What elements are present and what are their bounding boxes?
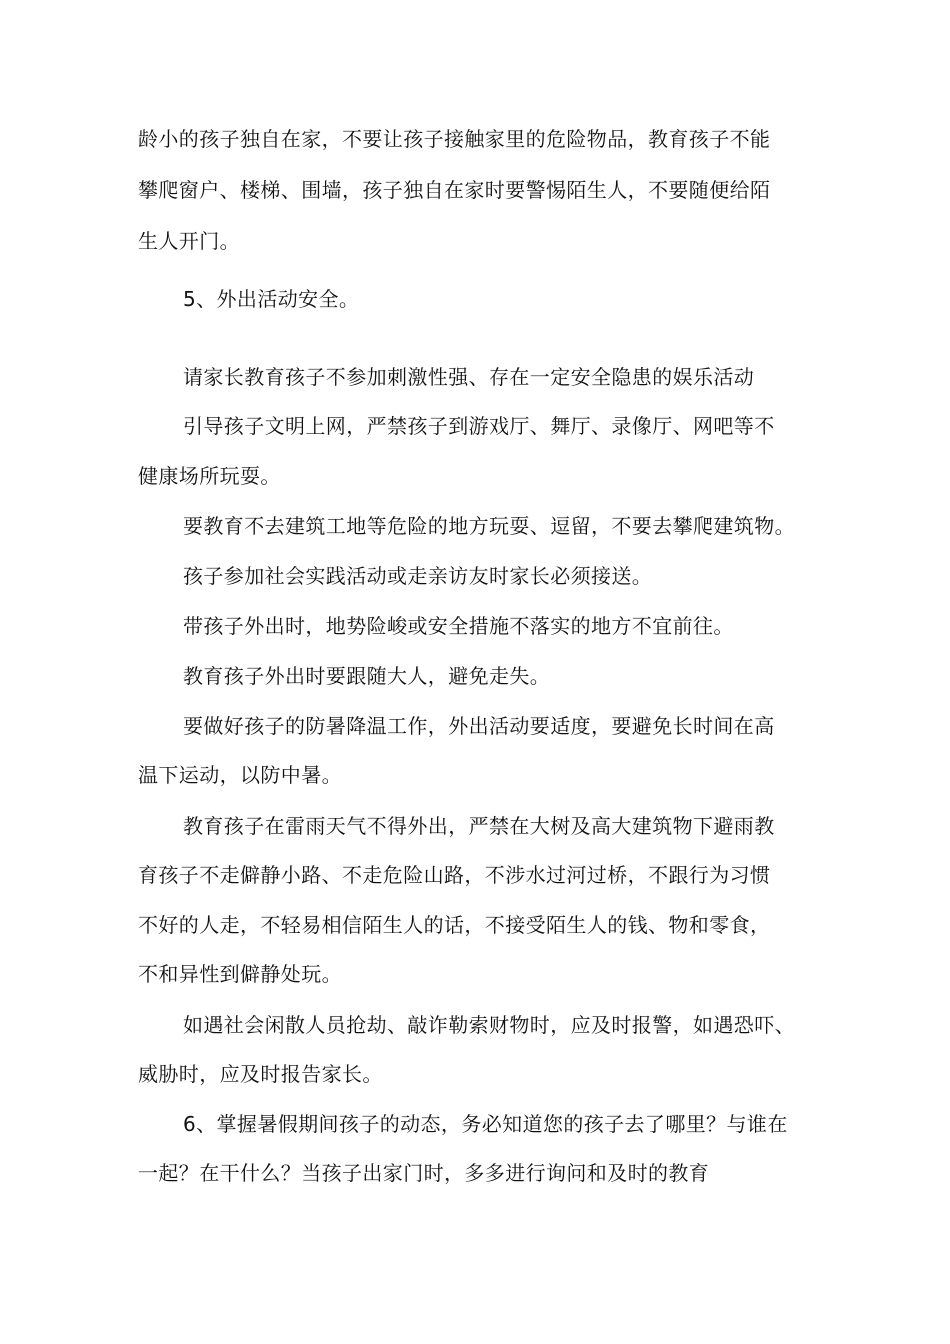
text-line: 要做好孩子的防暑降温工作，外出活动要适度，要避免长时间在高 [183, 714, 775, 738]
text-line: 健康场所玩耍。 [138, 464, 281, 488]
section-heading: 6、掌握暑假期间孩子的动态，务必知道您的孩子去了哪里？与谁在 [183, 1112, 788, 1136]
text-line: 攀爬窗户、楼梯、围墙，孩子独自在家时要警惕陌生人，不要随便给陌 [138, 178, 771, 202]
text-line: 不和异性到僻静处玩。 [138, 962, 342, 986]
text-line: 龄小的孩子独自在家，不要让孩子接触家里的危险物品，教育孩子不能 [138, 127, 771, 151]
text-line: 教育孩子外出时要跟随大人，避免走失。 [183, 664, 551, 688]
text-line: 引导孩子文明上网，严禁孩子到游戏厅、舞厅、录像厅、网吧等不 [183, 414, 775, 438]
text-line: 带孩子外出时，地势险峻或安全措施不落实的地方不宜前往。 [183, 614, 734, 638]
text-line: 孩子参加社会实践活动或走亲访友时家长必须接送。 [183, 564, 653, 588]
text-line: 请家长教育孩子不参加刺激性强、存在一定安全隐患的娱乐活动 [183, 365, 755, 389]
text-line: 如遇社会闲散人员抢劫、敲诈勒索财物时，应及时报警，如遇恐吓、 [183, 1013, 795, 1037]
section-heading: 5、外出活动安全。 [183, 287, 360, 311]
text-line: 一起？在干什么？当孩子出家门时，多多进行询问和及时的教育 [138, 1161, 710, 1185]
text-line: 教育孩子在雷雨天气不得外出，严禁在大树及高大建筑物下避雨教 [183, 814, 775, 838]
text-line: 不好的人走，不轻易相信陌生人的话，不接受陌生人的钱、物和零食， [138, 913, 771, 937]
text-line: 要教育不去建筑工地等危险的地方玩耍、逗留，不要去攀爬建筑物。 [183, 514, 795, 538]
text-line: 生人开门。 [138, 229, 240, 253]
text-line: 育孩子不走僻静小路、不走危险山路，不涉水过河过桥，不跟行为习惯 [138, 863, 771, 887]
text-line: 威胁时，应及时报告家长。 [138, 1062, 383, 1086]
text-line: 温下运动，以防中暑。 [138, 763, 342, 787]
